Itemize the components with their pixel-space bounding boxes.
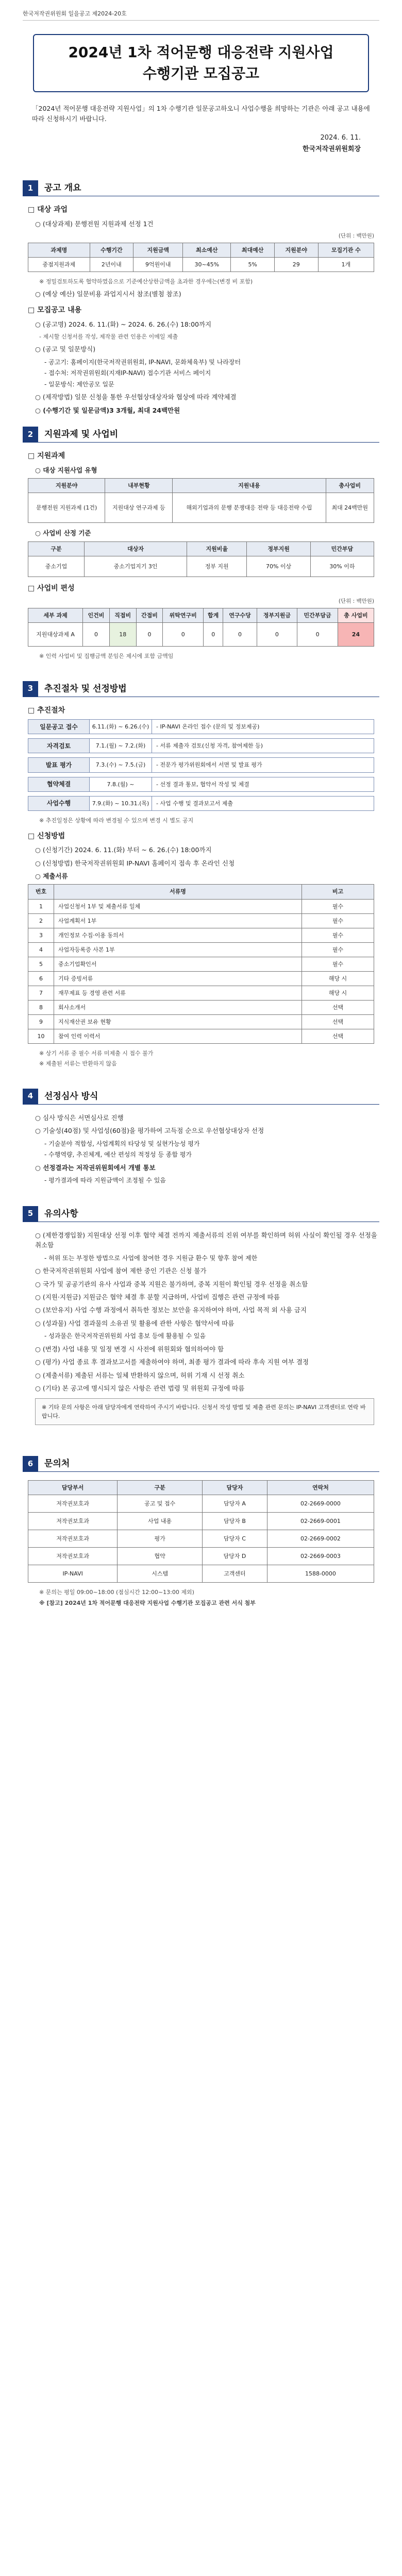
table-cell: 0 xyxy=(297,622,338,646)
sub-bullet: - 기술분야 적합성, 사업계획의 타당성 및 실현가능성 평가 xyxy=(44,1140,200,1147)
table-cell: 저작권보호과 xyxy=(28,1548,118,1565)
table-header: 지원금액 xyxy=(133,243,183,257)
caution-item: ○ (평가) 사업 종료 후 결과보고서를 제출하여야 하며, 최종 평가 결과에 따라 후속 지원 여부 결정 xyxy=(35,1358,309,1366)
table-cell: 0 xyxy=(83,622,110,646)
table-cell: 선택 xyxy=(302,1029,374,1043)
table-cell: 0 xyxy=(257,622,297,646)
table-header: 구분 xyxy=(28,541,85,556)
table-row xyxy=(28,1029,374,1043)
step-desc: - 사업 수행 및 결과보고서 제출 xyxy=(152,796,374,811)
announcement-date: 2024. 6. 11. xyxy=(320,133,361,142)
table-cell: 사업신청서 1부 및 제출서류 일체 xyxy=(54,899,302,913)
table-cell: 사업계획서 1부 xyxy=(54,913,302,928)
table-row xyxy=(28,1513,374,1530)
table-header: 인건비 xyxy=(83,608,110,622)
title-line-2: 수행기관 모집공고 xyxy=(142,64,260,82)
table-cell: 2 xyxy=(28,913,54,928)
table-cell: 사업 내용 xyxy=(118,1513,203,1530)
table-header: 비고 xyxy=(302,885,374,899)
table-cell: 2년이내 xyxy=(90,257,133,272)
issuing-org: 한국저작권위원회장 xyxy=(302,145,361,154)
process-step xyxy=(28,738,374,753)
section-number: 3 xyxy=(23,681,38,697)
table-cell: 02-2669-0001 xyxy=(267,1513,374,1530)
step-date: 7.3.(수) ~ 7.5.(금) xyxy=(90,757,152,772)
bullet: ○ 제출서류 xyxy=(35,872,68,880)
table-row xyxy=(28,1565,374,1583)
table-row xyxy=(28,928,374,942)
section-number: 4 xyxy=(23,1089,38,1104)
step-date: 7.8.(월) ~ xyxy=(90,777,152,792)
table-cell: 30~45% xyxy=(183,257,231,272)
sub-bullet: - 접수처: 저작권위원회(지재IP-NAVI) 접수기관 서비스 페이지 xyxy=(44,369,211,377)
table-header: 총 사업비 xyxy=(338,608,374,622)
section-4-header xyxy=(23,1089,379,1105)
table-header: 최소예산 xyxy=(183,243,231,257)
section-title: 유의사항 xyxy=(44,1208,78,1219)
caution-item: ○ (성과물) 사업 결과물의 소유권 및 활용에 관한 사항은 협약서에 따름 xyxy=(35,1319,234,1327)
section-6-header xyxy=(23,1456,379,1472)
bullet: ○ (공고 및 일문방식) xyxy=(35,345,96,353)
section-title: 추진절차 및 선정방법 xyxy=(44,683,127,694)
table-cell: 0 xyxy=(136,622,163,646)
table-row xyxy=(28,971,374,986)
table-cell: 24 xyxy=(338,622,374,646)
bullet: ○ (신청방법) 한국저작권위원회 IP-NAVI 홈페이지 접속 후 온라인 신청 xyxy=(35,859,235,867)
table-cell: 0 xyxy=(204,622,223,646)
step-date: 6.11.(화) ~ 6.26.(수) xyxy=(90,719,152,734)
note: ※ 상기 서류 중 필수 서류 미제출 시 접수 불가 xyxy=(39,1050,154,1057)
subheading: □ 사업비 편성 xyxy=(28,584,75,592)
table-cell: 정부 지원 xyxy=(187,556,247,577)
step-label: 자격검토 xyxy=(28,738,90,753)
process-step xyxy=(28,777,374,792)
table-cell: 고객센터 xyxy=(202,1565,267,1583)
step-label: 발표 평가 xyxy=(28,757,90,772)
table-header: 과제명 xyxy=(28,243,90,257)
table-row xyxy=(28,622,374,646)
title-line-1: 2024년 1차 적어문행 대응전략 지원사업 xyxy=(68,44,334,61)
table-cell: 개인정보 수집·이용 동의서 xyxy=(54,928,302,942)
step-date: 7.9.(화) ~ 10.31.(목) xyxy=(90,796,152,811)
bullet: ○ (대상과제) 문행전원 지원과제 선정 1건 xyxy=(35,219,154,228)
table-cell: 5% xyxy=(231,257,275,272)
required-documents-table xyxy=(28,884,374,1044)
bullet: ○ (예상 예산) 일문비용 과업지시서 참조(별첨 참조) xyxy=(35,290,181,298)
table-header: 지원분야 xyxy=(28,479,105,493)
table-header: 연구수당 xyxy=(223,608,257,622)
table-cell: 중점지원과제 xyxy=(28,257,90,272)
note: ※ 추진일정은 상황에 따라 변경될 수 있으며 변경 시 별도 공지 xyxy=(39,817,194,824)
step-desc: - 선정 결과 통보, 협약서 작성 및 체결 xyxy=(152,777,374,792)
table-row xyxy=(28,986,374,1000)
table-cell: 참여 인력 이력서 xyxy=(54,1029,302,1043)
table-header: 연락처 xyxy=(267,1481,374,1495)
step-desc: - IP-NAVI 온라인 접수 (문의 및 정보제공) xyxy=(152,719,374,734)
section-number: 6 xyxy=(23,1456,38,1471)
section-1-header xyxy=(23,180,379,196)
table-cell: 선택 xyxy=(302,1000,374,1014)
table-header: 대상자 xyxy=(85,541,187,556)
table-cell: 지원대상 연구과제 등 xyxy=(105,493,173,523)
step-date: 7.1.(월) ~ 7.2.(화) xyxy=(90,738,152,753)
table-cell: 기타 증빙서류 xyxy=(54,971,302,986)
table-header: 내부현황 xyxy=(105,479,173,493)
table-cell: 담당자 C xyxy=(202,1530,267,1548)
table-cell: 해당 시 xyxy=(302,986,374,1000)
table-cell: 0 xyxy=(223,622,257,646)
table-cell: 지식재산권 보유 현황 xyxy=(54,1014,302,1029)
table-header: 직접비 xyxy=(109,608,136,622)
table-row xyxy=(28,257,374,272)
table-cell: 재무제표 등 경영 관련 서류 xyxy=(54,986,302,1000)
table-cell: 02-2669-0002 xyxy=(267,1530,374,1548)
table-cell: 최대 24백만원 xyxy=(326,493,374,523)
table-cell: 필수 xyxy=(302,942,374,957)
table-row xyxy=(28,957,374,971)
table-header: 총사업비 xyxy=(326,479,374,493)
table-header: 모집기관 수 xyxy=(318,243,374,257)
table-cell: 해당 시 xyxy=(302,971,374,986)
table-header: 구분 xyxy=(118,1481,203,1495)
table-cell: 담당자 A xyxy=(202,1495,267,1513)
table-cell: 필수 xyxy=(302,899,374,913)
table-row xyxy=(28,1014,374,1029)
table-header: 민간부담 xyxy=(310,541,374,556)
step-desc: - 전문가 평가위원회에서 서면 및 발표 평가 xyxy=(152,757,374,772)
note: ※ 제출된 서류는 반환하지 않음 xyxy=(39,1060,117,1067)
table-row xyxy=(28,1000,374,1014)
table-cell: 29 xyxy=(274,257,318,272)
table-header: 간접비 xyxy=(136,608,163,622)
table-cell: 중소기업 xyxy=(28,556,85,577)
table-cell: 저작권보호과 xyxy=(28,1530,118,1548)
table-row xyxy=(28,493,374,523)
table-cell: 30% 이하 xyxy=(310,556,374,577)
note: ※ [참고] 2024년 1차 적어문행 대응전략 지원사업 수행기관 모집공고 관련 서식 첨부 xyxy=(39,1599,256,1606)
table-row xyxy=(28,556,374,577)
table-cell: 5 xyxy=(28,957,54,971)
caution-item: ○ (제출서류) 제출된 서류는 일체 반환하지 않으며, 허위 기재 시 선정 취소 xyxy=(35,1371,245,1379)
table-header: 민간부담금 xyxy=(297,608,338,622)
step-desc: - 서류 제출자 검토(신청 자격, 참여제한 등) xyxy=(152,738,374,753)
table-cell: 담당자 D xyxy=(202,1548,267,1565)
table-cell: 7 xyxy=(28,986,54,1000)
table-header: 지원내용 xyxy=(173,479,326,493)
table-cell: 저작권보호과 xyxy=(28,1513,118,1530)
subheading: □ 지원과제 xyxy=(28,452,65,461)
caution-item: ○ 국가 및 공공기관의 유사 사업과 중복 지원은 불가하며, 중복 지원이 확인될 경우 선정을 취소함 xyxy=(35,1280,308,1288)
bullet: ○ 사업비 산정 기준 xyxy=(35,529,91,537)
table-cell: 담당자 B xyxy=(202,1513,267,1530)
bullet: ○ 기술성(40점) 및 사업성(60점)을 평가하여 고득점 순으로 우선협상대상자 선정 xyxy=(35,1127,264,1135)
table-cell: 9 xyxy=(28,1014,54,1029)
table-cell: 1개 xyxy=(318,257,374,272)
table-cell: 8 xyxy=(28,1000,54,1014)
table-cell: 9억원이내 xyxy=(133,257,183,272)
table-row xyxy=(28,1495,374,1513)
sub-bullet: - 일문방식: 제안공모 일문 xyxy=(44,380,114,388)
table-cell: 시스템 xyxy=(118,1565,203,1583)
bullet: ○ 대상 지원사업 유형 xyxy=(35,466,97,474)
table-cell: 4 xyxy=(28,942,54,957)
table-header: 지원분야 xyxy=(274,243,318,257)
section-3-header xyxy=(23,681,379,697)
target-task-table xyxy=(28,243,374,272)
table-header: 합계 xyxy=(204,608,223,622)
bullet: ○ 선정결과는 저작권위원회에서 개별 통보 xyxy=(35,1164,156,1172)
section-5-header xyxy=(23,1206,379,1222)
table-cell: 회사소개서 xyxy=(54,1000,302,1014)
caution-item: ○ 한국저작권위원회 사업에 참여 제한 중인 기관은 신청 불가 xyxy=(35,1267,207,1275)
support-type-table xyxy=(28,478,374,523)
note: ※ 문의는 평일 09:00~18:00 (점심시간 12:00~13:00 제외) xyxy=(39,1589,194,1596)
table-cell: 평가 xyxy=(118,1530,203,1548)
section-title: 문의처 xyxy=(44,1459,70,1469)
table-cell: 필수 xyxy=(302,913,374,928)
section-number: 2 xyxy=(23,427,38,442)
bullet: ○ 심사 방식은 서면심사로 진행 xyxy=(35,1114,124,1122)
table-cell: IP-NAVI xyxy=(28,1565,118,1583)
process-step xyxy=(28,757,374,772)
section-number: 5 xyxy=(23,1206,38,1222)
step-label: 협약체결 xyxy=(28,777,90,792)
sub-bullet: - 공고기: 홈페이지(한국저작권위원회, IP-NAVI, 문화체육부) 및 나라장터 xyxy=(44,358,241,366)
table-cell: 18 xyxy=(109,622,136,646)
table-header: 최대예산 xyxy=(231,243,275,257)
subheading: □ 대상 과업 xyxy=(28,206,68,214)
table-cell: 02-2669-0000 xyxy=(267,1495,374,1513)
table-cell: 10 xyxy=(28,1029,54,1043)
unit-label: (단위 : 백만원) xyxy=(338,233,374,240)
table-cell: 필수 xyxy=(302,957,374,971)
section-title: 공고 개요 xyxy=(44,183,81,194)
caution-item: ○ (기타) 본 공고에 명시되지 않은 사항은 관련 법령 및 위원회 규정에 따름 xyxy=(35,1384,245,1392)
table-header: 위탁연구비 xyxy=(163,608,204,622)
table-row xyxy=(28,942,374,957)
note: ※ 정밀검토하도록 협약하였음으로 기준예산상한금액을 초과한 경우에는(변경 비 포함) xyxy=(39,278,253,285)
table-cell: 문행전원 지원과제 (1건) xyxy=(28,493,105,523)
table-row xyxy=(28,899,374,913)
table-cell: 선택 xyxy=(302,1014,374,1029)
step-label: 일문공고 접수 xyxy=(28,719,90,734)
table-cell: 협약 xyxy=(118,1548,203,1565)
caution-item: ○ (제한경쟁입찰) 지원대상 선정 이후 협약 체결 전까지 제출서류의 진위 여부를 확인하며 허위 사실이 확인될 경우 선정을 취소함 xyxy=(35,1231,377,1249)
process-step xyxy=(28,796,374,811)
caution-item: ○ (보안유지) 사업 수행 과정에서 취득한 정보는 보안을 유지하여야 하며, 사업 목적 외 사용 금지 xyxy=(35,1306,307,1314)
process-step xyxy=(28,719,374,734)
bullet: ○ (수행기간 및 일문금액)3 3개월, 최대 24백만원 xyxy=(35,406,180,414)
bullet: ○ (공고명) 2024. 6. 11.(화) ~ 2024. 6. 26.(수) 18:00까지 xyxy=(35,320,212,328)
intro-text: 「2024년 적어문행 대응전략 지원사업」의 1차 수행기관 일문공고하오니 사업수행을 희망하는 기관은 아래 공고 내용에 따라 신청하시기 바랍니다. xyxy=(32,105,370,123)
sub-bullet: - 평가결과에 따라 지원금액이 조정될 수 있음 xyxy=(44,1177,166,1184)
table-cell: 필수 xyxy=(302,928,374,942)
step-label: 사업수행 xyxy=(28,796,90,811)
table-header: 담당자 xyxy=(202,1481,267,1495)
sub-bullet: - 수행역량, 추진체계, 예산 편성의 적정성 등 종합 평가 xyxy=(44,1151,192,1159)
section-title: 선정심사 방식 xyxy=(44,1091,98,1101)
table-cell: 02-2669-0003 xyxy=(267,1548,374,1565)
table-cell: 사업자등록증 사본 1부 xyxy=(54,942,302,957)
table-cell: 6 xyxy=(28,971,54,986)
contact-table xyxy=(28,1480,374,1583)
table-header: 서류명 xyxy=(54,885,302,899)
unit-label: (단위 : 백만원) xyxy=(338,598,374,605)
note: - 제시할 신청서를 작성, 제작물 관련 인용은 이메일 제출 xyxy=(39,333,178,341)
table-cell: 70% 이상 xyxy=(247,556,310,577)
budget-allocation-table xyxy=(28,608,374,647)
table-header: 수행기간 xyxy=(90,243,133,257)
subheading: □ 모집공고 내용 xyxy=(28,306,82,315)
bullet: ○ (제작방법) 일문 신청을 통한 우선협상대상자와 협상에 따라 계약체결 xyxy=(35,393,237,401)
bullet: ○ (신청기간) 2024. 6. 11.(화) 부터 ~ 6. 26.(수) 18:00까지 xyxy=(35,846,212,854)
table-cell: 지원대상과제 A xyxy=(28,622,83,646)
caution-item: ○ (지원·지원금) 지원금은 협약 체결 후 분할 지급하며, 사업비 집행은 관련 규정에 따름 xyxy=(35,1293,280,1301)
section-2-header xyxy=(23,427,379,443)
table-cell: 저작권보호과 xyxy=(28,1495,118,1513)
title-box xyxy=(33,34,369,92)
notice-box: ※ 기타 문의 사항은 아래 담당자에게 연락하여 주시기 바랍니다. 신청서 작성 방법 및 제출 관련 문의는 IP-NAVI 고객센터로 연락 바랍니다. xyxy=(35,1398,374,1425)
table-row xyxy=(28,913,374,928)
table-row xyxy=(28,1548,374,1565)
table-cell: 중소기업지기 3인 xyxy=(85,556,187,577)
caution-item: ○ (변경) 사업 내용 및 일정 변경 시 사전에 위원회와 협의하여야 함 xyxy=(35,1345,224,1353)
subheading: □ 신청방법 xyxy=(28,832,65,840)
budget-standard-table xyxy=(28,541,374,577)
table-cell: 0 xyxy=(163,622,204,646)
table-cell: 1588-0000 xyxy=(267,1565,374,1583)
section-title: 지원과제 및 사업비 xyxy=(44,429,119,439)
table-header: 담당부서 xyxy=(28,1481,118,1495)
table-cell: 3 xyxy=(28,928,54,942)
caution-sub-item: - 허위 또는 부정한 방법으로 사업에 참여한 경우 지원금 환수 및 향후 참여 제한 xyxy=(44,1254,258,1262)
table-cell: 공고 및 접수 xyxy=(118,1495,203,1513)
table-header: 정부지원금 xyxy=(257,608,297,622)
table-cell: 중소기업확인서 xyxy=(54,957,302,971)
table-row xyxy=(28,1530,374,1548)
table-cell: 1 xyxy=(28,899,54,913)
table-header: 세부 과제 xyxy=(28,608,83,622)
table-header: 지원비율 xyxy=(187,541,247,556)
note: ※ 인력 사업비 및 집행금액 분임은 제시에 포함 금액임 xyxy=(39,652,174,659)
table-header: 정부지원 xyxy=(247,541,310,556)
subheading: □ 추진절차 xyxy=(28,706,65,715)
document-number: 한국저작권위원회 일을공고 제2024-20호 xyxy=(23,9,379,21)
section-number: 1 xyxy=(23,180,38,196)
process-flow xyxy=(28,719,374,810)
caution-sub-item: - 성과물은 한국저작권위원회 사업 홍보 등에 활용될 수 있음 xyxy=(44,1332,206,1340)
table-cell: 해외기업과의 문행 분쟁대응 전략 등 대응전략 수립 xyxy=(173,493,326,523)
table-header: 번호 xyxy=(28,885,54,899)
